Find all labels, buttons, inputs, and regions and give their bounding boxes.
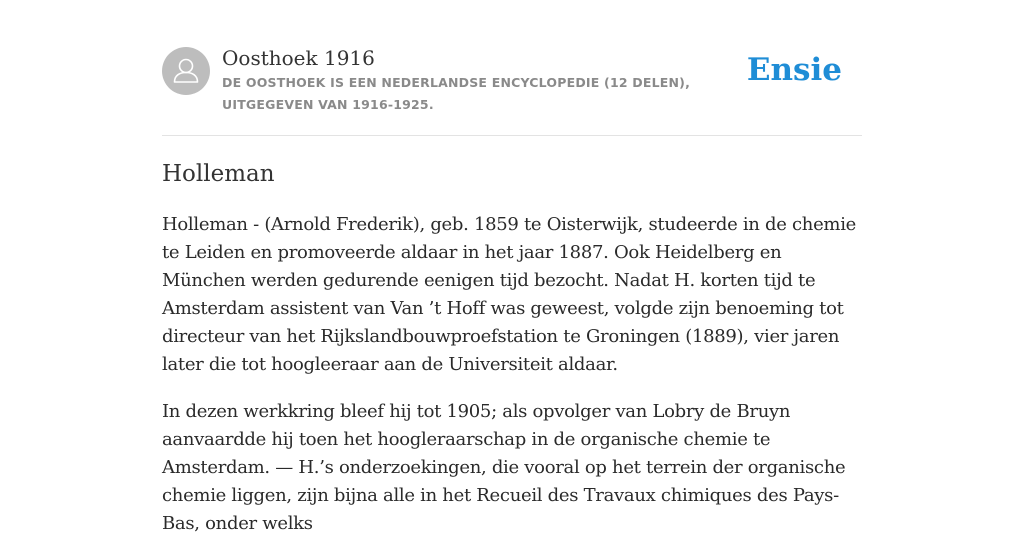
article-paragraph: In dezen werkkring bleef hij tot 1905; als opvolger van Lobry de Bruyn aanvaardde hij toen het hoogleraarschap in de organische chemie te Amsterdam. — H.’s onderzoekingen, die vooral op het terrein der organische chemie liggen, zijn bijna alle in het Recueil des Travaux chimiques des Pays-Bas, onder welks	[162, 401, 846, 534]
article	[162, 158, 862, 557]
source-header	[162, 46, 862, 136]
source-description: DE OOSTHOEK IS EEN NEDERLANDSE ENCYCLOPEDIE (12 DELEN), UITGEGEVEN VAN 1916-1925.	[222, 75, 691, 112]
article-title: Holleman	[162, 161, 275, 187]
source-info	[222, 46, 762, 116]
header-divider	[162, 135, 862, 136]
article-paragraph: Holleman - (Arnold Frederik), geb. 1859 te Oisterwijk, studeerde in de chemie te Leiden en promoveerde aldaar in het jaar 1887. Ook Heidelberg en München werden gedurende eenigen tijd bezocht. Nadat H. korten tijd te Amsterdam assistent van Van ’t Hoff was geweest, volgde zijn benoeming tot directeur van het Rijkslandbouwproefstation te Groningen (1889), vier jaren later die tot hoogleeraar aan de Universiteit aldaar.	[162, 214, 857, 375]
source-avatar[interactable]	[162, 47, 210, 95]
user-icon	[162, 47, 210, 95]
source-title[interactable]: Oosthoek 1916	[222, 46, 375, 70]
ensie-logo[interactable]: Ensie	[746, 52, 842, 88]
